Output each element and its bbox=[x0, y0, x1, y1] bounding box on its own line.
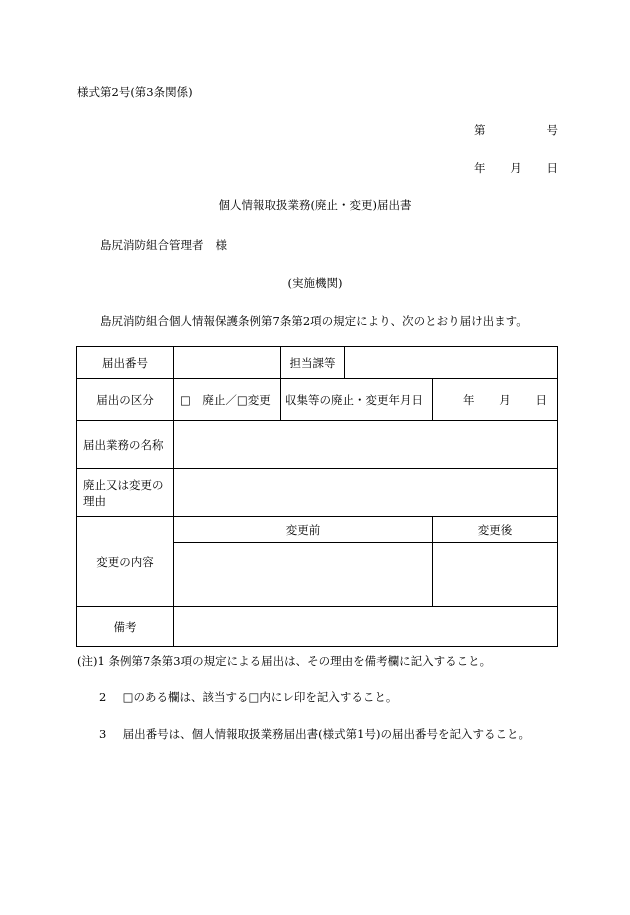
addressee-name: 島尻消防組合管理者 bbox=[100, 238, 204, 252]
before-label: 変更前 bbox=[174, 517, 433, 543]
table-row bbox=[77, 469, 558, 517]
note-text: □のある欄は、該当する□内にレ印を記入すること。 bbox=[122, 690, 398, 704]
remarks-field[interactable] bbox=[174, 607, 558, 647]
category-options[interactable]: □ 廃止／□変更 bbox=[174, 379, 281, 421]
department-field[interactable] bbox=[345, 347, 558, 379]
department-label: 担当課等 bbox=[281, 347, 345, 379]
change-date-month: 月 bbox=[499, 392, 511, 407]
form-number: 様式第2号(第3条関係) bbox=[77, 85, 193, 99]
date-day: 日 bbox=[546, 161, 558, 175]
note-prefix: (注)1 bbox=[77, 654, 105, 668]
table-row bbox=[77, 421, 558, 469]
implementing-agency: (実施機関) bbox=[287, 276, 343, 290]
addressee bbox=[100, 237, 227, 253]
after-label-cell bbox=[433, 517, 558, 543]
note-prefix: 3 bbox=[99, 727, 107, 741]
before-field[interactable] bbox=[174, 543, 433, 607]
note-item bbox=[99, 726, 530, 742]
change-date-year: 年 bbox=[463, 392, 475, 407]
table-row bbox=[77, 517, 558, 543]
filing-form-table bbox=[76, 346, 558, 647]
change-date-label: 収集等の廃止・変更年月日 bbox=[281, 379, 433, 421]
note-prefix: 2 bbox=[99, 690, 107, 704]
after-label: 変更後 bbox=[477, 522, 513, 537]
date-line bbox=[474, 160, 558, 176]
remarks-label: 備考 bbox=[77, 607, 174, 647]
reason-field[interactable] bbox=[174, 469, 558, 517]
after-field[interactable] bbox=[433, 543, 558, 607]
table-row bbox=[77, 347, 558, 379]
addressee-honorific: 様 bbox=[215, 238, 227, 252]
change-date-field[interactable] bbox=[433, 379, 558, 421]
document-title: 個人情報取扱業務(廃止・変更)届出書 bbox=[218, 198, 412, 212]
category-label: 届出の区分 bbox=[77, 379, 174, 421]
content-label: 変更の内容 bbox=[77, 517, 174, 607]
date-month: 月 bbox=[510, 161, 522, 175]
doc-no-suffix: 号 bbox=[546, 123, 558, 137]
change-date-day: 日 bbox=[535, 392, 547, 407]
note-item bbox=[77, 653, 491, 669]
table-row bbox=[77, 607, 558, 647]
note-text: 条例第7条第3項の規定による届出は、その理由を備考欄に記入すること。 bbox=[108, 654, 492, 668]
doc-no-prefix: 第 bbox=[474, 123, 486, 137]
table-row bbox=[77, 379, 558, 421]
filing-number-field[interactable] bbox=[174, 347, 281, 379]
filing-number-label: 届出番号 bbox=[77, 347, 174, 379]
note-text: 届出番号は、個人情報取扱業務届出書(様式第1号)の届出番号を記入すること。 bbox=[122, 727, 530, 741]
business-name-field[interactable] bbox=[174, 421, 558, 469]
intro-statement: 島尻消防組合個人情報保護条例第7条第2項の規定により、次のとおり届け出ます。 bbox=[100, 314, 528, 328]
document-number-line bbox=[474, 122, 558, 138]
note-item bbox=[99, 689, 397, 705]
date-year: 年 bbox=[474, 161, 486, 175]
reason-label: 廃止又は変更の理由 bbox=[77, 469, 174, 517]
business-name-label: 届出業務の名称 bbox=[77, 421, 174, 469]
